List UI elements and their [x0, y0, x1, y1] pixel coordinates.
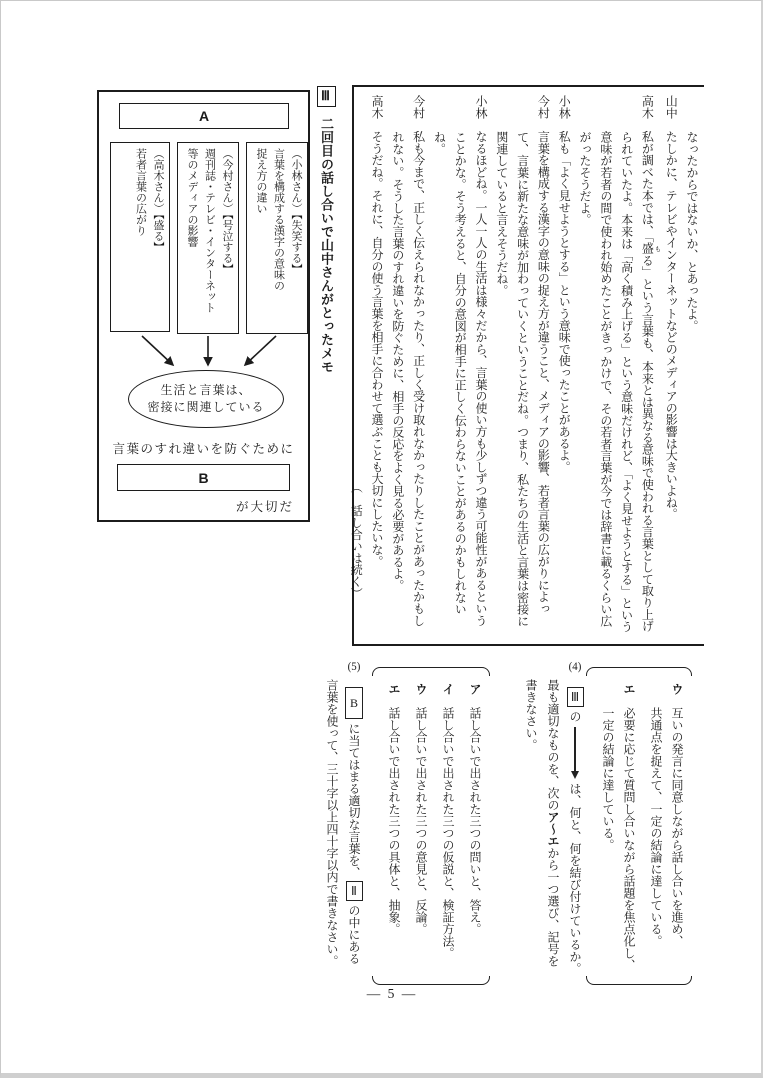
option-e — [597, 683, 639, 971]
option-label: イ — [441, 683, 455, 695]
option-text: 共通点を捉えて、一定の結論に達している。 — [649, 707, 663, 947]
question-text: 最も適切なものを、次の — [546, 679, 560, 811]
dialogue-turn — [491, 95, 553, 636]
dialogue-turn — [681, 95, 702, 636]
slot-b-ref-box: B — [345, 687, 363, 719]
speaker-name: 小林 — [557, 95, 572, 119]
memo-purpose-line: 言葉のすれ違いを防ぐために — [112, 442, 295, 456]
page-number: ― 5 ― — [366, 986, 418, 1001]
dialogue-turn — [366, 95, 387, 636]
question-text: の中にある — [347, 904, 361, 965]
memo-ending: が大切だ — [235, 500, 294, 514]
speaker-name: 今村 — [411, 95, 426, 119]
question-number: (4) — [568, 661, 582, 673]
question-5 — [321, 657, 364, 987]
memo-slot-a: A — [119, 103, 289, 129]
option-text: 話し合いで出された三つの意見と、反論。 — [414, 707, 428, 935]
speech-text: 私が調べた本では、「 — [640, 130, 655, 243]
dialogue-turn — [574, 95, 660, 636]
question-text: から一つ選び、記号を — [546, 847, 560, 967]
dialogue-panel — [349, 85, 704, 646]
option-text: 話し合いで出された三つの具体と、抽象。 — [387, 707, 401, 935]
section-heading — [313, 86, 339, 556]
question-text: 書きなさい。 — [524, 679, 538, 751]
question-text: 言葉を使って、三十字以上四十字以内で書きなさい。 — [325, 679, 339, 967]
section-2-ref-box: Ⅱ — [346, 881, 363, 901]
memo-item-imamura — [177, 142, 239, 334]
memo-item-line: 若者言葉の広がり — [134, 148, 147, 236]
ruby-base: 盛 — [640, 242, 655, 255]
option-text: 一定の結論に達している。 — [601, 707, 615, 851]
option-e2 — [383, 683, 404, 971]
speech-text: なるほどね。一人一人の生活は様々だから、言葉の使い方も少しずつ違う可能性があるということかな。そう考えると、自分の意図が相手に正しく伝わらないことがあるのかもしれないね。 — [432, 130, 489, 627]
question-text: に当てはまる適切な言葉を、 — [347, 722, 361, 879]
speech-text: たしかに、テレビやインターネットなどのメディアの影響は大きいよね。 — [664, 130, 679, 520]
memo-item-line: （今村さん）【号泣する】 — [221, 148, 233, 275]
dialogue-turn — [553, 95, 574, 636]
memo-slot-b: B — [117, 464, 290, 491]
option-label: エ — [387, 683, 401, 695]
conclusion-line: 生活と言葉は、 — [160, 383, 252, 397]
speech-text: 私も「よく見せようとする」という意味で使ったことがあるよ。 — [557, 130, 572, 473]
ruby-annotation — [640, 242, 661, 255]
option-a — [464, 683, 485, 971]
speaker-name: 今村 — [536, 95, 551, 119]
question-number: (5) — [347, 661, 361, 673]
memo-item-line: 言葉を構成する漢字の意味の — [272, 148, 285, 291]
section-ref-box: Ⅲ — [567, 687, 584, 707]
memo-item-kobayashi — [246, 142, 308, 334]
memo-item-line: 週刊誌・テレビ・インターネット — [203, 148, 216, 313]
memo-item-takagi — [110, 142, 170, 332]
speech-text: そうだね。それに、自分の使う言葉を相手に合わせて選ぶことも大切にしたいな。 — [370, 130, 385, 568]
dialogue-turn — [429, 95, 491, 636]
speaker-name: 山中 — [664, 95, 679, 119]
option-range: ア～エ — [546, 811, 560, 847]
speech-text: なったからではないか、とあったよ。 — [685, 131, 699, 332]
speaker-name: 高木 — [640, 95, 655, 119]
speaker-name: 高木 — [370, 95, 385, 119]
memo-item-line: （小林さん）【失笑する】 — [290, 148, 302, 275]
option-i — [437, 683, 458, 971]
memo-conclusion-ellipse — [128, 370, 284, 428]
section-title: 二回目の話し合いで山中さんがとったメモ — [319, 117, 334, 374]
speech-text: 言葉を構成する漢字の意味の捉え方が違うこと、メディアの影響、若者言葉の広がりによって、言葉に新たな意味が加わっていくということだね。つまり、私たちの生活と言葉は密接に関連していると言えそうだね。 — [494, 130, 551, 627]
option-label: ア — [468, 683, 482, 695]
option-label: エ — [622, 683, 636, 695]
questions-area — [256, 657, 692, 987]
speaker-name: 小林 — [474, 95, 489, 119]
memo-box — [97, 90, 310, 522]
ruby-text: も — [653, 242, 661, 255]
continuation-note: （…話し合いは続く） — [349, 481, 364, 600]
option-label: ウ — [414, 683, 428, 695]
option-u — [645, 683, 687, 971]
option-text: 話し合いで出された三つの仮説と、検証方法。 — [441, 707, 455, 959]
converging-arrows-icon — [99, 335, 308, 369]
down-arrow-icon — [569, 727, 582, 779]
memo-item-line: （高木さん）【盛る】 — [152, 148, 164, 253]
option-label: ウ — [670, 683, 684, 695]
option-text: 話し合いで出された三つの問いと、答え。 — [468, 707, 482, 935]
conclusion-line: 密接に関連している — [147, 400, 265, 414]
question-text: は、何と、何を結び付けているか。 — [568, 782, 582, 975]
question-text: の — [568, 710, 582, 723]
question-4 — [520, 657, 585, 987]
memo-item-line: 捉え方の違い — [255, 148, 267, 214]
memo-item-line: 等のメディアの影響 — [186, 148, 198, 247]
option-text: 互いの発言に同意しながら話し合いを進め、 — [670, 707, 684, 947]
question-4-options — [372, 657, 490, 987]
carryover-options-group — [586, 657, 692, 987]
speech-text: る」という言葉も、本来とは異なる意味で使われる言葉として取り上げられていたよ。本来は「高く積み上げる」という意味だけれど、「よく見せようとする」という意味が若者の間で使われ始めたことがきっかけで、その若者言葉が今では辞書に載るくらい広がったそうだよ。 — [578, 131, 655, 633]
dialogue-turn — [387, 95, 429, 636]
option-text: 必要に応じて質問し合いながら話題を焦点化し、 — [622, 707, 636, 971]
speech-text: 私も今まで、正しく伝えられなかったり、正しく受け取れなかったりしたことがあったかもしれない。そうした言葉のすれ違いを防ぐために、相手の反応をよく見る必要があるよ。 — [390, 130, 426, 627]
section-label-box: Ⅲ — [317, 86, 336, 107]
option-u2 — [410, 683, 431, 971]
dialogue-turn — [660, 95, 681, 636]
